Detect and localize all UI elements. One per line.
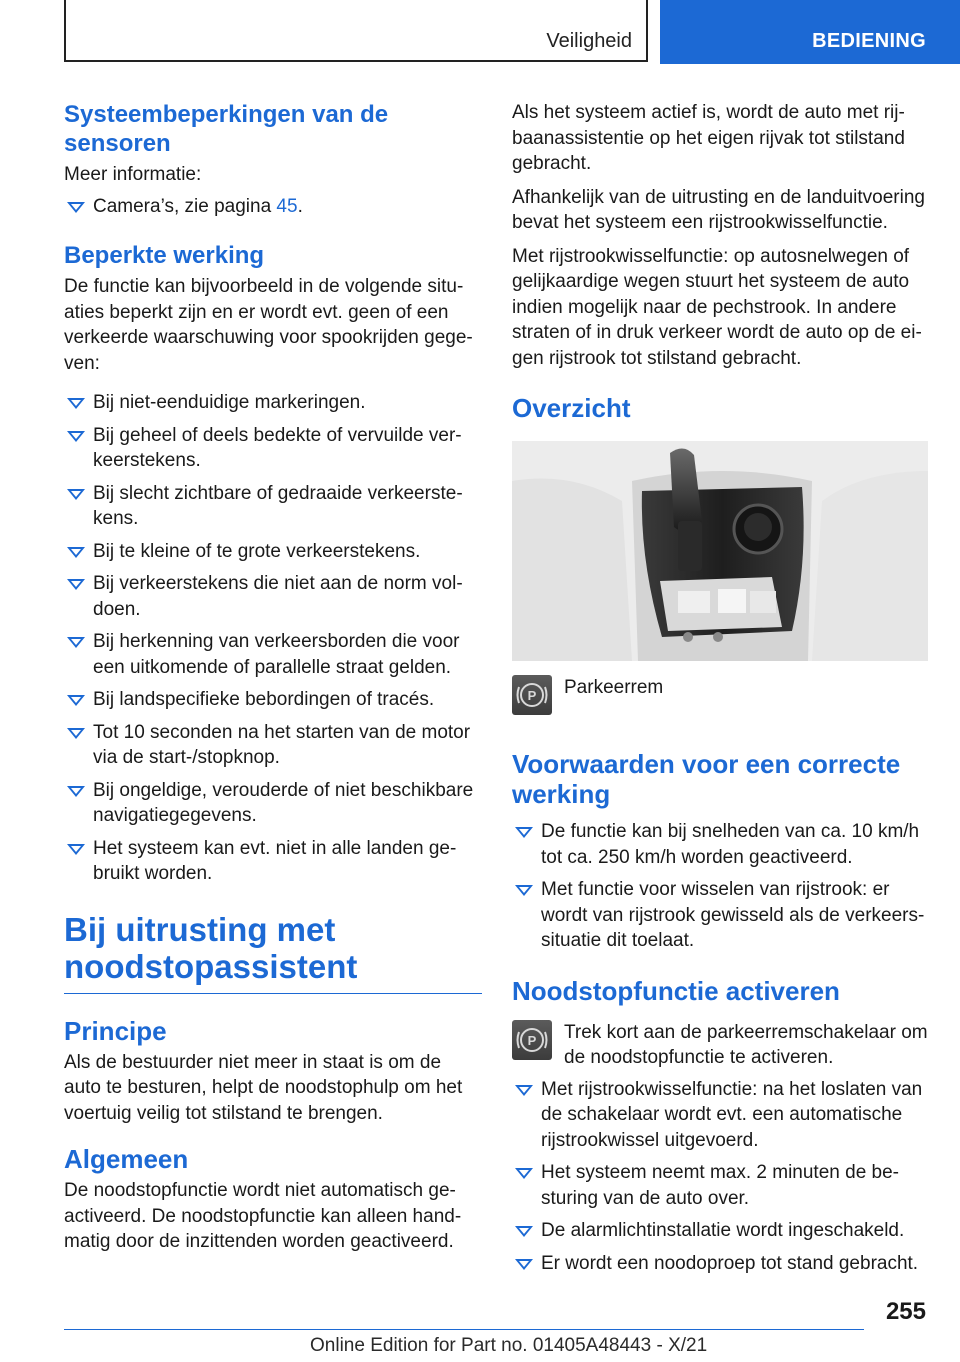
header-section-title[interactable]: Veiligheid xyxy=(546,30,632,52)
list-item xyxy=(64,481,482,532)
list-item-text: Bij landspecifieke bebordingen of tracés. xyxy=(93,689,435,710)
list-item-text: Het systeem kan evt. niet in alle landen gebruikt worden. xyxy=(93,837,457,884)
header-chapter-tab[interactable] xyxy=(660,0,960,64)
list-item xyxy=(64,687,482,713)
list-item-text: De functie kan bij snelheden van ca. 10 km/h tot ca. 250 km/h worden geactiveerd. xyxy=(541,821,920,868)
bullet-triangle-icon xyxy=(515,1259,533,1270)
bullet-triangle-icon xyxy=(67,547,85,558)
general-text: De noodstopfunctie wordt niet automatisch geactiveerd. De noodstopfunctie kan alleen handmatig door de inzittenden worden geactiveerd. xyxy=(64,1180,462,1252)
parking-brake-label: Parkeerrem xyxy=(564,677,664,698)
parking-brake-icon xyxy=(512,675,552,715)
bullet-triangle-icon xyxy=(515,885,533,896)
heading-sensor-limits: Systeembeperkingen van de sensoren xyxy=(64,101,389,157)
list-item-text: Bij slecht zichtbare of gedraaide verkeerstekens. xyxy=(93,482,463,529)
list-item-text: Bij herkenning van verkeersborden die voor een uitkomende of parallelle straat gelden. xyxy=(93,631,460,678)
camera-ref-text: Camera’s, zie pagina xyxy=(93,195,277,217)
list-item xyxy=(64,390,482,416)
activate-row xyxy=(512,1020,928,1071)
left-column xyxy=(64,100,482,1255)
list-item xyxy=(64,778,482,829)
paragraph-active: Als het systeem actief is, wordt de auto met rijbaanassistentie op het eigen rijvak tot stilstand gebracht. xyxy=(512,102,905,174)
page-link-45[interactable]: 45 xyxy=(276,195,298,217)
list-item-text: Bij ongeldige, verouderde of niet beschikbare navigatiegegevens. xyxy=(93,779,474,826)
parking-brake-row xyxy=(512,675,928,715)
bullet-triangle-icon xyxy=(67,844,85,855)
center-console-photo xyxy=(512,441,928,661)
heading-overview: Overzicht xyxy=(512,393,631,423)
list-item-text: Bij niet-eenduidige markeringen. xyxy=(93,392,366,413)
bullet-triangle-icon xyxy=(67,728,85,739)
bullet-triangle-icon xyxy=(67,637,85,648)
camera-ref-dot: . xyxy=(297,195,303,217)
list-item-text: Met functie voor wisselen van rijstrook: er wordt van rijstrook gewisseld als de verkeerssituatie dit toelaat. xyxy=(541,879,925,951)
bullet-triangle-icon xyxy=(67,489,85,500)
more-info-text: Meer informatie: xyxy=(64,164,202,185)
list-item xyxy=(64,194,482,220)
bullet-triangle-icon xyxy=(515,827,533,838)
list-item-text: Tot 10 seconden na het starten van de motor via de start-/stopknop. xyxy=(93,721,471,768)
page-number: 255 xyxy=(885,1298,926,1325)
footer-divider xyxy=(64,1329,864,1330)
bullet-triangle-icon xyxy=(67,579,85,590)
bullet-triangle-icon xyxy=(515,1168,533,1179)
list-item-text: Er wordt een noodoproep tot stand gebracht. xyxy=(541,1252,919,1274)
restricted-intro: De functie kan bijvoorbeeld in de volgende situaties beperkt zijn en er wordt evt. geen of een verkeerde waarschuwing voor spookrijden gegeven: xyxy=(64,276,473,374)
activate-list xyxy=(512,1077,928,1277)
svg-text:P: P xyxy=(527,688,537,703)
conditions-list xyxy=(512,819,928,954)
list-item-text: Bij geheel of deels bedekte of vervuilde verkeerstekens. xyxy=(93,424,462,471)
more-info-list xyxy=(64,194,482,220)
heading-restricted-operation: Beperkte werking xyxy=(64,242,265,269)
heading-conditions: Voorwaarden voor een correcte werking xyxy=(512,749,901,809)
list-item xyxy=(64,423,482,474)
list-item-text: Bij te kleine of te grote verkeerstekens. xyxy=(93,540,421,562)
paragraph-equipment: Afhankelijk van de uitrusting en de landuitvoering bevat het systeem een rijstrookwisselfunctie. xyxy=(512,186,925,233)
header-chapter-label: BEDIENING xyxy=(812,30,926,52)
bullet-triangle-icon xyxy=(515,1085,533,1096)
bullet-triangle-icon xyxy=(515,1226,533,1237)
svg-text:P: P xyxy=(527,1032,537,1048)
parking-brake-icon xyxy=(512,1020,552,1060)
list-item xyxy=(64,629,482,680)
list-item-text: Het systeem neemt max. 2 minuten de besturing van de auto over. xyxy=(541,1162,899,1209)
heading-general: Algemeen xyxy=(64,1144,189,1174)
bullet-triangle-icon xyxy=(67,786,85,797)
bullet-triangle-icon xyxy=(67,398,85,409)
list-item xyxy=(512,877,928,954)
list-item xyxy=(64,539,482,565)
restricted-list xyxy=(64,390,482,887)
paragraph-lane-change: Met rijstrookwisselfunctie: op autosnelwegen of gelijkaardige wegen stuurt het systeem de auto indien mogelijk naar de pechstrook. In andere straten of in druk verkeer wordt de auto op de eigen rijstrook tot stilstand gebracht. xyxy=(512,245,922,369)
center-console-illustration xyxy=(512,441,928,661)
chapter-heading: Bij uitrusting met noodstopassistent xyxy=(64,911,482,994)
page-header xyxy=(0,0,960,66)
heading-principle: Principe xyxy=(64,1015,167,1046)
list-item xyxy=(512,1218,928,1244)
list-item-text: Met rijstrookwisselfunctie: na het loslaten van de schakelaar wordt evt. een automatische rijstrookwissel uitgevoerd. xyxy=(541,1078,923,1151)
bullet-triangle-icon xyxy=(67,431,85,442)
bullet-triangle-icon xyxy=(67,202,85,213)
list-item xyxy=(512,1077,928,1154)
list-item xyxy=(512,1160,928,1211)
principle-text: Als de bestuurder niet meer in staat is om de auto te besturen, helpt de noodstophulp om het voertuig veilig tot stilstand te brengen. xyxy=(64,1051,463,1124)
list-item-text: De alarmlichtinstallatie wordt ingeschakeld. xyxy=(541,1220,905,1241)
footer-edition: Online Edition for Part no. 01405A48443 - X/21 xyxy=(310,1335,708,1356)
list-item xyxy=(64,836,482,887)
list-item xyxy=(512,819,928,870)
bullet-triangle-icon xyxy=(67,695,85,706)
header-section-box xyxy=(64,0,648,62)
list-item xyxy=(64,571,482,622)
heading-activate: Noodstopfunctie activeren xyxy=(512,975,840,1006)
list-item xyxy=(512,1251,928,1277)
list-item xyxy=(64,720,482,771)
right-column xyxy=(512,100,928,1276)
list-item-text: Bij verkeerstekens die niet aan de norm voldoen. xyxy=(93,573,463,620)
activate-text: Trek kort aan de parkeerremschakelaar om de noodstopfunctie te activeren. xyxy=(564,1021,928,1068)
